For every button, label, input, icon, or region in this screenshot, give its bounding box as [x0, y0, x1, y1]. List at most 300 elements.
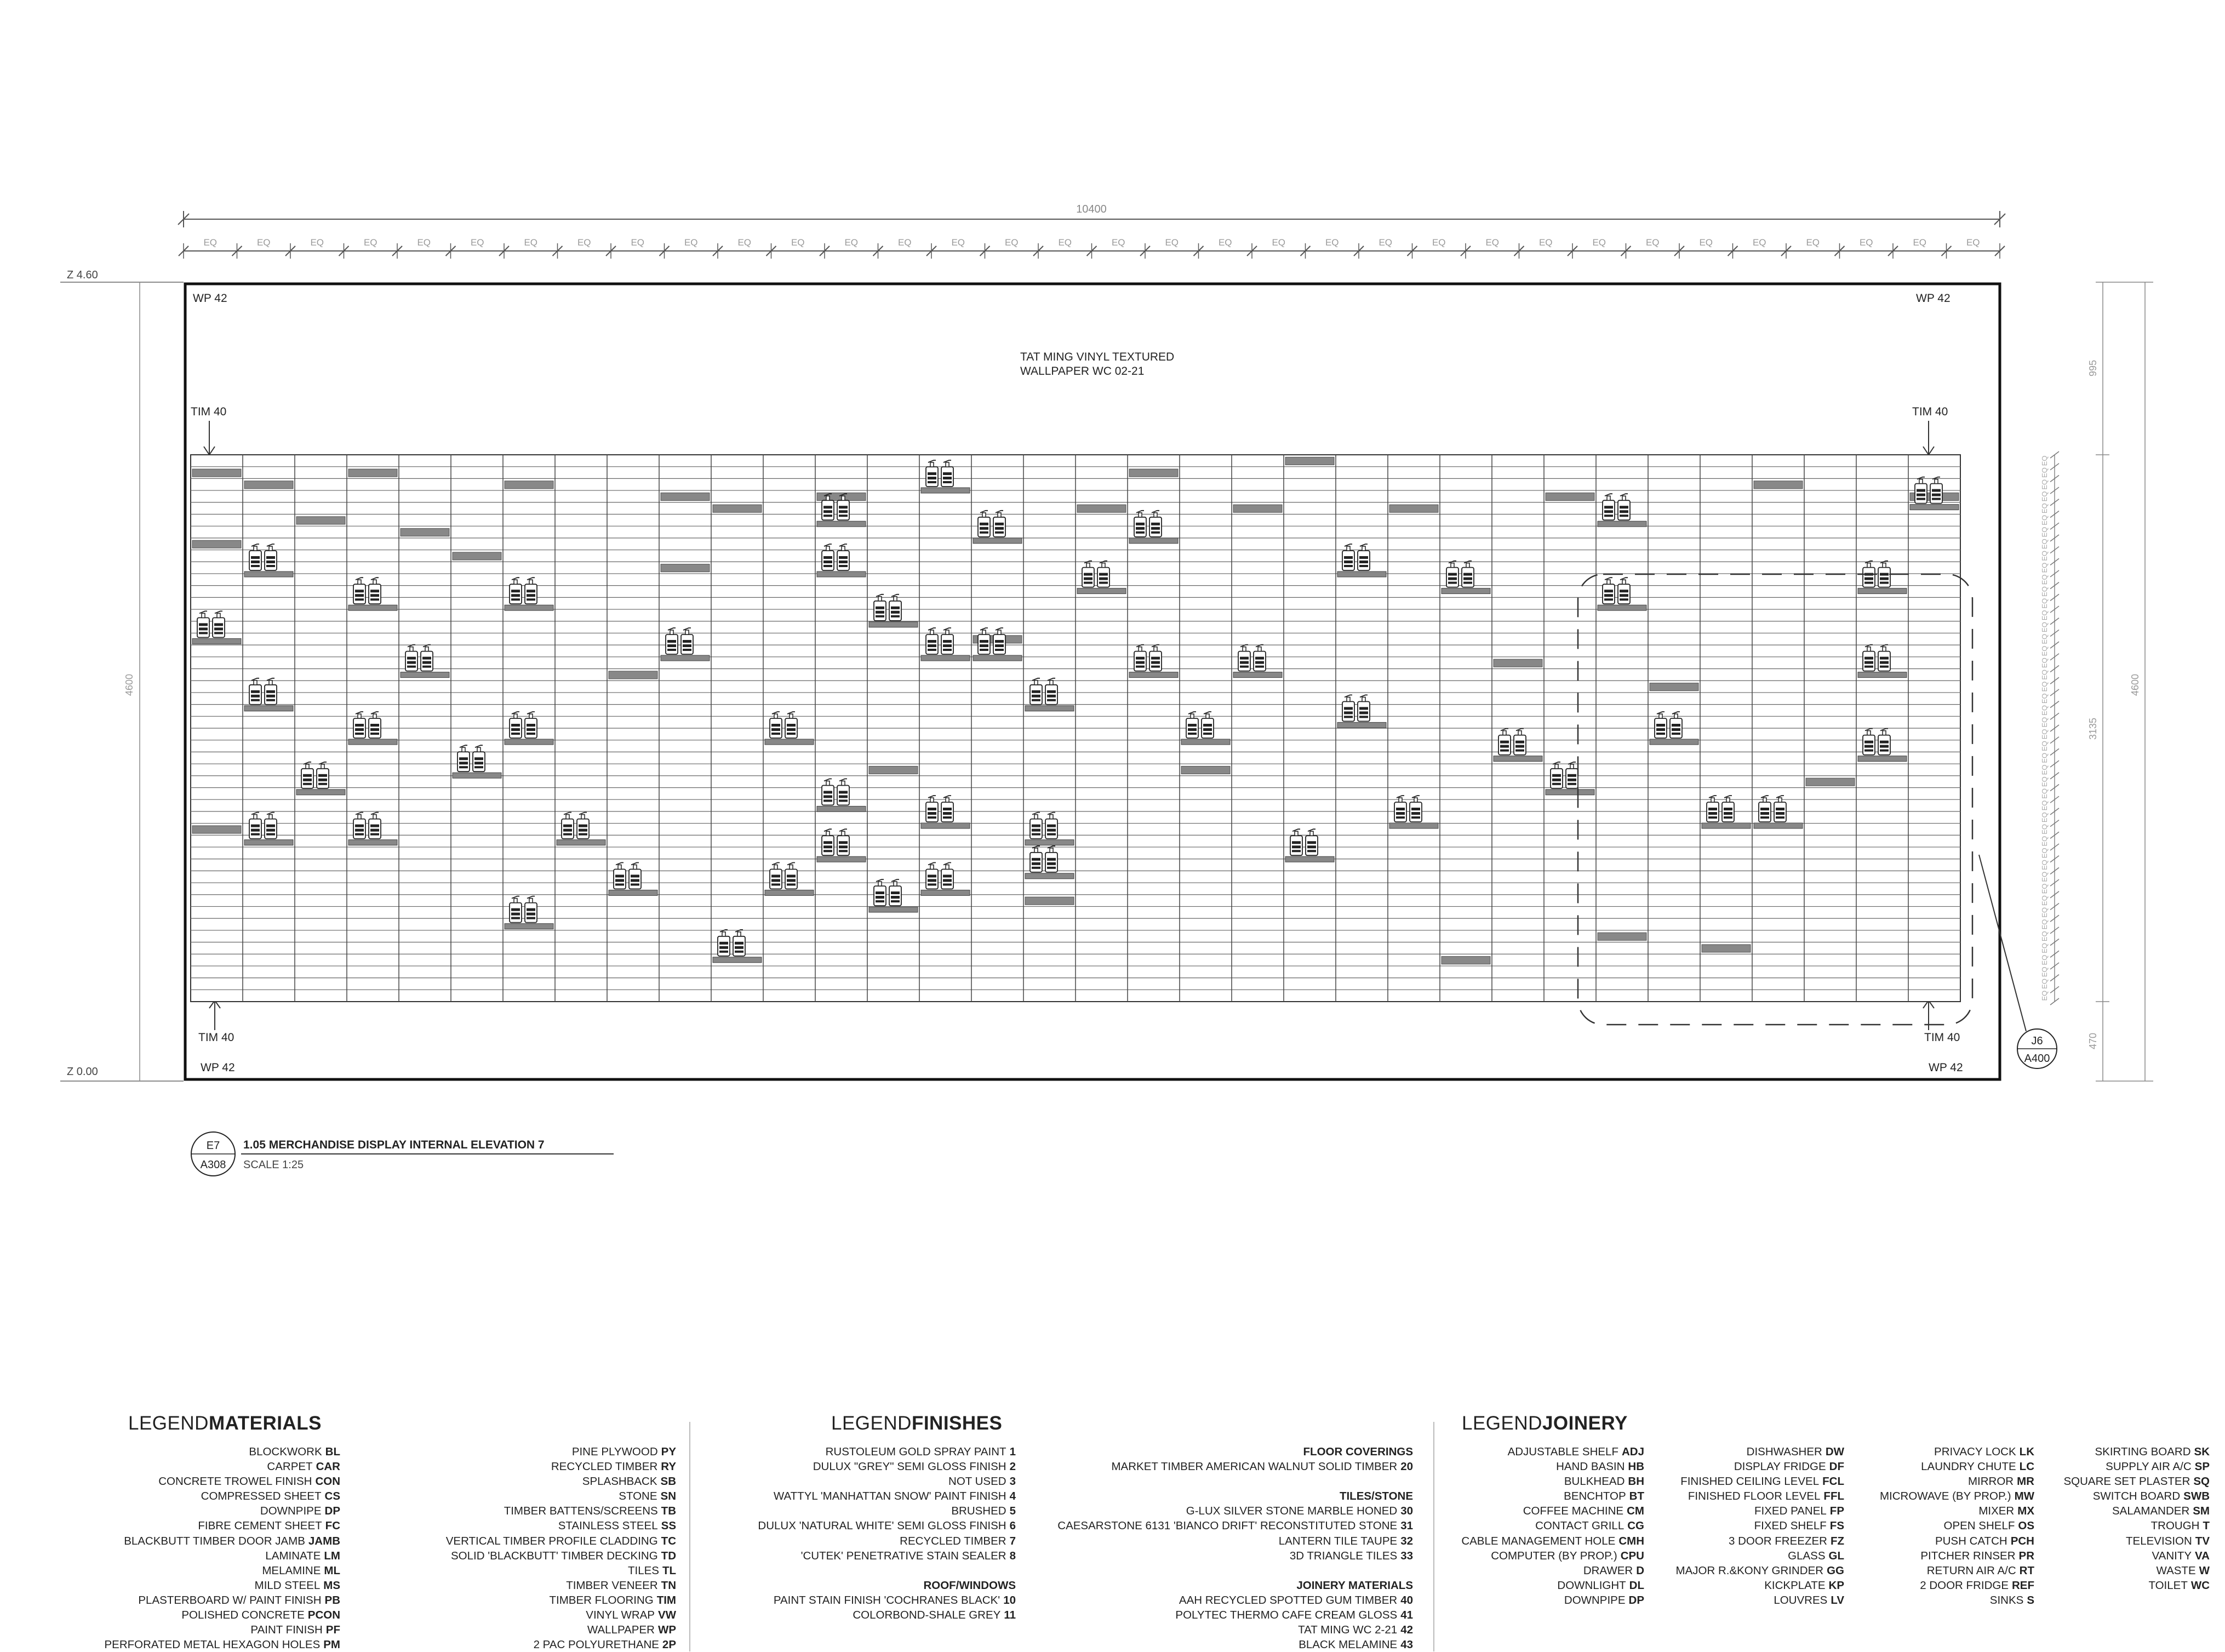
bottle-neck: [1243, 647, 1246, 651]
legend-entry-code: 5: [1009, 1505, 1016, 1518]
bottle-label-band: [1880, 573, 1889, 576]
legend-entry: [2063, 1548, 2210, 1563]
legend-entry-name: LANTERN TILE TAUPE: [1278, 1534, 1398, 1547]
bottle-label-band: [1880, 741, 1889, 744]
legend-entry: [1676, 1504, 1844, 1518]
joinery-column-2: [1676, 1444, 1844, 1608]
bottle-label-band: [1188, 728, 1197, 731]
legend-entry-name: SUPPLY AIR A/C: [2106, 1460, 2192, 1473]
display-shelf: [1494, 756, 1542, 762]
empty-shelf-ledge: [1129, 469, 1178, 477]
bottle-label-band: [199, 623, 208, 626]
level-bottom-label: Z 0.00: [67, 1066, 98, 1078]
bottle-label-band: [1604, 510, 1613, 513]
legend-entry: [2063, 1534, 2210, 1548]
materials-column-1: [105, 1444, 341, 1652]
wallpaper-note-line2: WALLPAPER WC 02-21: [1020, 365, 1145, 378]
legend-entry-name: WATTYL 'MANHATTAN SNOW' PAINT FINISH: [773, 1490, 1006, 1503]
bottle-neck: [514, 899, 517, 903]
bottle-label-band: [1084, 578, 1093, 580]
finishes-column-1: [758, 1444, 1016, 1622]
legend-entry: [446, 1459, 676, 1474]
legend-entry: [1461, 1548, 1644, 1563]
bottle-label-band: [1864, 750, 1873, 752]
legend-entry: [2063, 1563, 2210, 1578]
legend-entry-code: PCH: [2010, 1534, 2034, 1547]
bottle-label-band: [1620, 510, 1628, 513]
bottle-label-band: [928, 874, 936, 877]
bottle-neck: [529, 899, 533, 903]
legend-entry: [1057, 1474, 1413, 1489]
display-shelf: [505, 924, 553, 929]
bottle-label-band: [1568, 783, 1576, 785]
legend-entry-name: MIRROR: [1967, 1475, 2014, 1488]
legend-entry-code: WC: [2190, 1579, 2210, 1592]
legend-entry-name: DOWNPIPE: [260, 1505, 322, 1518]
bottle-label-band: [1515, 745, 1524, 748]
bottle-label-band: [995, 527, 1004, 530]
bottle-neck: [1607, 580, 1610, 584]
bottle-label-band: [1880, 661, 1889, 664]
bottle-label-band: [1620, 594, 1628, 597]
bottle-label-band: [839, 556, 848, 559]
bottle-neck: [842, 781, 845, 785]
bottle-neck: [358, 580, 361, 584]
bottle-label-band: [823, 799, 832, 802]
bottle-neck: [930, 798, 934, 802]
legend-entry: [1057, 1489, 1413, 1504]
legend-entry-code: D: [1636, 1564, 1644, 1577]
legend-entry: [105, 1474, 341, 1489]
bottle-label-band: [787, 724, 796, 727]
legend-entry-code: FFL: [1823, 1490, 1844, 1503]
empty-shelf-ledge: [1077, 505, 1126, 512]
legend-entry: [758, 1534, 1016, 1548]
eq-label: EQ: [203, 237, 218, 248]
slat-chain-label: EQ: [2040, 931, 2049, 942]
bottle-label-band: [1880, 745, 1889, 748]
slat-chain-label: EQ: [2040, 741, 2049, 751]
bottle-label-band: [1359, 716, 1368, 718]
bottle-label-band: [823, 506, 832, 508]
display-shelf: [296, 790, 345, 795]
legend-entry-name: OPEN SHELF: [1943, 1519, 2015, 1533]
bottle-label-band: [839, 506, 848, 508]
bottle-label-band: [1032, 695, 1040, 698]
display-shelf: [505, 739, 553, 745]
bottle-label-band: [787, 874, 796, 877]
legend-entry: [1461, 1518, 1644, 1533]
bottle-label-band: [266, 690, 275, 693]
legend-entry-code: 33: [1400, 1549, 1413, 1562]
bottle-label-band: [995, 649, 1004, 651]
legend-entry-code: TB: [661, 1505, 676, 1518]
joinery-column-4: [2063, 1444, 2210, 1593]
legend-entry: [1057, 1637, 1413, 1652]
display-shelf: [1181, 739, 1230, 745]
bottle-label-band: [511, 733, 520, 735]
bottle-label-band: [943, 808, 952, 810]
bottle-neck: [254, 815, 257, 819]
legend-entry: [446, 1504, 676, 1518]
legend-entry-name: RECYCLED TIMBER: [551, 1460, 658, 1473]
legend-entry-name: MAJOR R.&KONY GRINDER: [1675, 1564, 1824, 1577]
bottle-neck: [1518, 731, 1522, 735]
bottle-label-band: [943, 644, 952, 647]
legend-entry: [2063, 1489, 2210, 1504]
legend-entry: [758, 1459, 1016, 1474]
bottle-label-band: [980, 523, 988, 525]
bottle-neck: [1399, 798, 1402, 802]
bottle-label-band: [251, 695, 260, 698]
legend-entry: [1880, 1534, 2034, 1548]
empty-shelf-ledge: [192, 469, 241, 477]
legend-entry-name: LAUNDRY CHUTE: [1921, 1460, 2016, 1473]
legend-entry: [446, 1578, 676, 1593]
slat-chain-label: EQ: [2040, 907, 2049, 918]
legend-entry-name: SQUARE SET PLASTER: [2063, 1475, 2190, 1488]
legend-entry: [1461, 1504, 1644, 1518]
legend-entry-name: SWITCH BOARD: [2092, 1490, 2181, 1503]
legend-entry: [1880, 1504, 2034, 1518]
bottle-neck: [1778, 798, 1782, 802]
display-shelf: [244, 840, 293, 845]
bottle-label-band: [511, 917, 520, 919]
bottle-label-band: [928, 649, 936, 651]
bottle-neck: [1867, 647, 1871, 651]
bottle-label-band: [823, 556, 832, 559]
bottle-label-band: [839, 561, 848, 563]
bottle-label-band: [1411, 816, 1420, 819]
bottle-label-band: [943, 816, 952, 819]
bottle-label-band: [1880, 582, 1889, 584]
bottle-label-band: [1760, 808, 1769, 810]
dim-bottom-label: 470: [2087, 1032, 2098, 1050]
slat-chain-label: EQ: [2040, 693, 2049, 704]
bottle-label-band: [1344, 711, 1353, 714]
slat-chain-label: EQ: [2040, 515, 2049, 525]
bottle-label-band: [1307, 841, 1316, 844]
legend-entry-name: ADJUSTABLE SHELF: [1507, 1445, 1618, 1458]
bottle-label-band: [980, 640, 988, 643]
legend-entry-name: MIXER: [1978, 1505, 2015, 1518]
slat-chain-label: EQ: [2040, 919, 2049, 930]
bottle-label-band: [771, 879, 780, 882]
legend-entry-name: 3 DOOR FREEZER: [1728, 1534, 1827, 1547]
legend-entry-code: SQ: [2193, 1475, 2210, 1488]
legend-entry-code: SB: [660, 1475, 676, 1488]
legend-entry-code: SK: [2194, 1445, 2210, 1458]
bottle-neck: [1622, 580, 1626, 584]
legend-entry: [1057, 1534, 1413, 1548]
legend-entry: [1057, 1459, 1413, 1474]
bottle-neck: [1295, 831, 1298, 836]
eq-label: EQ: [577, 237, 591, 248]
legend-entry: [105, 1578, 341, 1593]
bottle-label-band: [1032, 690, 1040, 693]
bottle-label-band: [943, 481, 952, 483]
bottle-neck: [462, 747, 465, 752]
legend-entry-code: FC: [325, 1519, 340, 1533]
legend-entry-code: LV: [1831, 1593, 1844, 1607]
bottle-label-band: [199, 627, 208, 630]
bottle-neck: [581, 815, 585, 819]
bottle-label-band: [1776, 816, 1784, 819]
legend-entry: [1676, 1489, 1844, 1504]
bottle-label-band: [1708, 816, 1717, 819]
wallpaper-note-line1: TAT MING VINYL TEXTURED: [1020, 351, 1175, 363]
bottle-neck: [1050, 681, 1053, 685]
bottle-neck: [1191, 714, 1194, 718]
bottle-label-band: [980, 644, 988, 647]
bottle-label-band: [823, 841, 832, 844]
legend-entry-code: DF: [1829, 1460, 1844, 1473]
legend-entry: [1676, 1518, 1844, 1533]
bottle-label-band: [251, 833, 260, 836]
bottle-label-band: [355, 598, 364, 601]
empty-shelf-ledge: [1494, 659, 1542, 667]
bottle-neck: [269, 681, 272, 685]
bottle-label-band: [407, 657, 416, 660]
bottle-neck: [1622, 496, 1626, 500]
legend-entry-name: CARPET: [267, 1460, 313, 1473]
legend-entry: [1461, 1489, 1644, 1504]
bottle-label-band: [928, 812, 936, 815]
bottle-neck: [306, 764, 309, 769]
drawing-title: 1.05 MERCHANDISE DISPLAY INTERNAL ELEVATION 7: [243, 1139, 545, 1151]
empty-shelf-ledge: [192, 826, 241, 833]
bottle-neck: [373, 580, 376, 584]
legend-entry: [2063, 1518, 2210, 1533]
bottle-label-band: [1047, 833, 1056, 836]
slat-chain-label: EQ: [2040, 467, 2049, 478]
tim-tag-bottom-right: TIM 40: [1924, 1031, 1960, 1044]
bottle-neck: [1570, 764, 1574, 769]
slat-chain-label: EQ: [2040, 942, 2049, 953]
bottle-neck: [1883, 647, 1886, 651]
bottle-label-band: [1672, 733, 1680, 735]
slat-chain-label: EQ: [2040, 503, 2049, 514]
bottle-neck: [1466, 563, 1469, 568]
legend-entry-code: PY: [661, 1445, 676, 1458]
bottle-neck: [633, 865, 637, 869]
slat-chain-label: EQ: [2040, 848, 2049, 859]
legend-entry: [758, 1504, 1016, 1518]
bottle-label-band: [1240, 657, 1249, 660]
display-shelf: [1025, 873, 1074, 879]
bottle-neck: [826, 496, 830, 500]
bottle-label-band: [214, 627, 223, 630]
legend-entry-code: RY: [661, 1460, 676, 1473]
legend-entry: [105, 1444, 341, 1459]
bottle-label-band: [891, 900, 900, 902]
legend-entry-name: MICROWAVE (BY PROP.): [1879, 1490, 2011, 1503]
right-dimensions: [2096, 282, 2153, 1081]
bottle-neck: [774, 714, 777, 718]
bottle-label-band: [980, 649, 988, 651]
slat-chain-label: EQ: [2040, 954, 2049, 965]
display-shelf: [505, 605, 553, 610]
slat-chain-label: EQ: [2040, 729, 2049, 740]
bottle-label-band: [876, 891, 884, 894]
bottle-label-band: [943, 472, 952, 475]
empty-shelf-ledge: [244, 481, 293, 489]
display-shelf: [1754, 823, 1803, 828]
bottle-label-band: [355, 594, 364, 597]
legend-entry-name: HAND BASIN: [1556, 1460, 1625, 1473]
bottle-label-band: [839, 515, 848, 517]
bottle-label-band: [928, 816, 936, 819]
slat-chain-label: EQ: [2040, 812, 2049, 823]
legend-entry-code: FP: [1829, 1505, 1844, 1518]
legend-entry-code: W: [2199, 1564, 2210, 1577]
bottle-neck: [1867, 731, 1871, 735]
legend-entry-code: TIM: [656, 1593, 676, 1607]
legend-entry: [1676, 1534, 1844, 1548]
bottle-neck: [670, 630, 673, 634]
legend-entry-name: BLACK MELAMINE: [1299, 1638, 1398, 1651]
bottle-label-band: [1880, 578, 1889, 580]
bottle-neck: [514, 580, 517, 584]
bottle-neck: [1139, 647, 1142, 651]
slat-chain-label: EQ: [2040, 967, 2049, 978]
display-shelf: [348, 605, 397, 610]
tim-tag-top-right: TIM 40: [1912, 405, 1948, 418]
legend-entry-name: LAMINATE: [265, 1549, 321, 1562]
slat-chain-label: EQ: [2040, 860, 2049, 870]
eq-label: EQ: [684, 237, 698, 248]
bottle-label-band: [1344, 565, 1353, 567]
bottle-neck: [1034, 815, 1038, 819]
legend-entry: [1880, 1489, 2034, 1504]
legend-entry: [105, 1504, 341, 1518]
display-shelf: [817, 806, 866, 811]
bottle-label-band: [511, 724, 520, 727]
bottle-label-band: [1344, 561, 1353, 563]
bottle-label-band: [579, 829, 587, 832]
bottle-label-band: [1136, 527, 1145, 530]
legend-entry-code: 42: [1400, 1624, 1413, 1637]
bottle-label-band: [735, 951, 743, 953]
left-height-label: 4600: [124, 673, 135, 696]
bottle-label-band: [891, 611, 900, 614]
bottle-label-band: [1344, 707, 1353, 710]
bottle-label-band: [1932, 494, 1941, 496]
bottle-label-band: [1760, 812, 1769, 815]
legend-entry-code: GG: [1827, 1564, 1844, 1577]
bottle-label-band: [1047, 862, 1056, 865]
display-shelf: [817, 856, 866, 862]
legend-entry-code: 30: [1400, 1505, 1413, 1518]
bottle-label-band: [318, 779, 327, 781]
bottle-label-band: [1656, 728, 1665, 731]
bottle-label-band: [719, 951, 728, 953]
bottle-label-band: [876, 607, 884, 609]
legend-entry-name: FINISHED FLOOR LEVEL: [1688, 1490, 1821, 1503]
eq-label: EQ: [524, 237, 538, 248]
display-shelf: [1546, 790, 1594, 795]
bottle-neck: [254, 681, 257, 685]
bottle-label-band: [928, 808, 936, 810]
bottle-label-band: [370, 733, 379, 735]
display-shelf: [1858, 672, 1907, 678]
slat-chain-label: EQ: [2040, 598, 2049, 609]
eq-label: EQ: [1272, 237, 1286, 248]
bottle-neck: [826, 831, 830, 836]
slat-chain-label: EQ: [2040, 539, 2049, 550]
bottle-label-band: [1448, 578, 1457, 580]
legend-entry: [105, 1563, 341, 1578]
legend-entry: [446, 1489, 676, 1504]
bottle-neck: [269, 815, 272, 819]
bottle-neck: [1154, 513, 1157, 517]
bottle-label-band: [1864, 666, 1873, 668]
legend-entry-name: FLOOR COVERINGS: [1303, 1445, 1413, 1458]
legend-entry: [1461, 1563, 1644, 1578]
slat-chain-label: EQ: [2040, 681, 2049, 692]
legend-entry-name: DULUX "GREY" SEMI GLOSS FINISH: [813, 1460, 1006, 1473]
legend-entry-code: PB: [324, 1593, 340, 1607]
legend-entry-code: 4: [1009, 1490, 1016, 1503]
wp-tag-top-right: WP 42: [1916, 292, 1951, 305]
bottle-neck: [1607, 496, 1610, 500]
bottle-label-band: [1776, 812, 1784, 815]
bottle-label-band: [771, 724, 780, 727]
legend-entry-code: FCL: [1822, 1475, 1844, 1488]
empty-shelf-ledge: [192, 540, 241, 548]
bottle-label-band: [615, 874, 624, 877]
bottle-label-band: [787, 879, 796, 882]
display-shelf: [1025, 706, 1074, 711]
bottle-label-band: [995, 523, 1004, 525]
bottle-label-band: [318, 774, 327, 777]
legend-entry-code: VW: [657, 1609, 676, 1622]
display-shelf: [1442, 588, 1490, 594]
bottle-label-band: [251, 565, 260, 567]
legend-entry-code: 7: [1009, 1534, 1016, 1547]
slat-chain-label: EQ: [2040, 979, 2049, 989]
legend-entry-code: 11: [1004, 1609, 1016, 1622]
bottle-neck: [1154, 647, 1157, 651]
wp-tag-top-left: WP 42: [193, 292, 227, 305]
bottle-label-band: [1255, 666, 1264, 668]
bottle-label-band: [980, 531, 988, 534]
bottle-label-band: [1047, 829, 1056, 832]
bottle-neck: [1206, 714, 1209, 718]
bottle-label-band: [1500, 750, 1509, 752]
bottle-neck: [1362, 697, 1365, 701]
legend-entry-name: CONCRETE TROWEL FINISH: [158, 1475, 312, 1488]
display-shelf: [1389, 823, 1438, 828]
bottle-neck: [358, 714, 361, 718]
bottle-label-band: [355, 728, 364, 731]
slat-chain-label: EQ: [2040, 764, 2049, 775]
bottle-neck: [1362, 546, 1365, 551]
bottle-label-band: [1307, 850, 1316, 852]
legend-entry: [1676, 1578, 1844, 1593]
legend-entry: [105, 1534, 341, 1548]
legend-entry-code: 32: [1400, 1534, 1413, 1547]
empty-shelf-ledge: [348, 469, 397, 477]
bottle-label-band: [735, 946, 743, 949]
bottle-label-band: [771, 874, 780, 877]
bottle-label-band: [1099, 573, 1108, 576]
legend-entry-code: 3: [1009, 1475, 1016, 1488]
bottle-label-band: [667, 644, 676, 647]
callout-leader: [1979, 855, 2026, 1031]
bottle-label-band: [474, 762, 483, 764]
legend-entry: [1057, 1578, 1413, 1593]
